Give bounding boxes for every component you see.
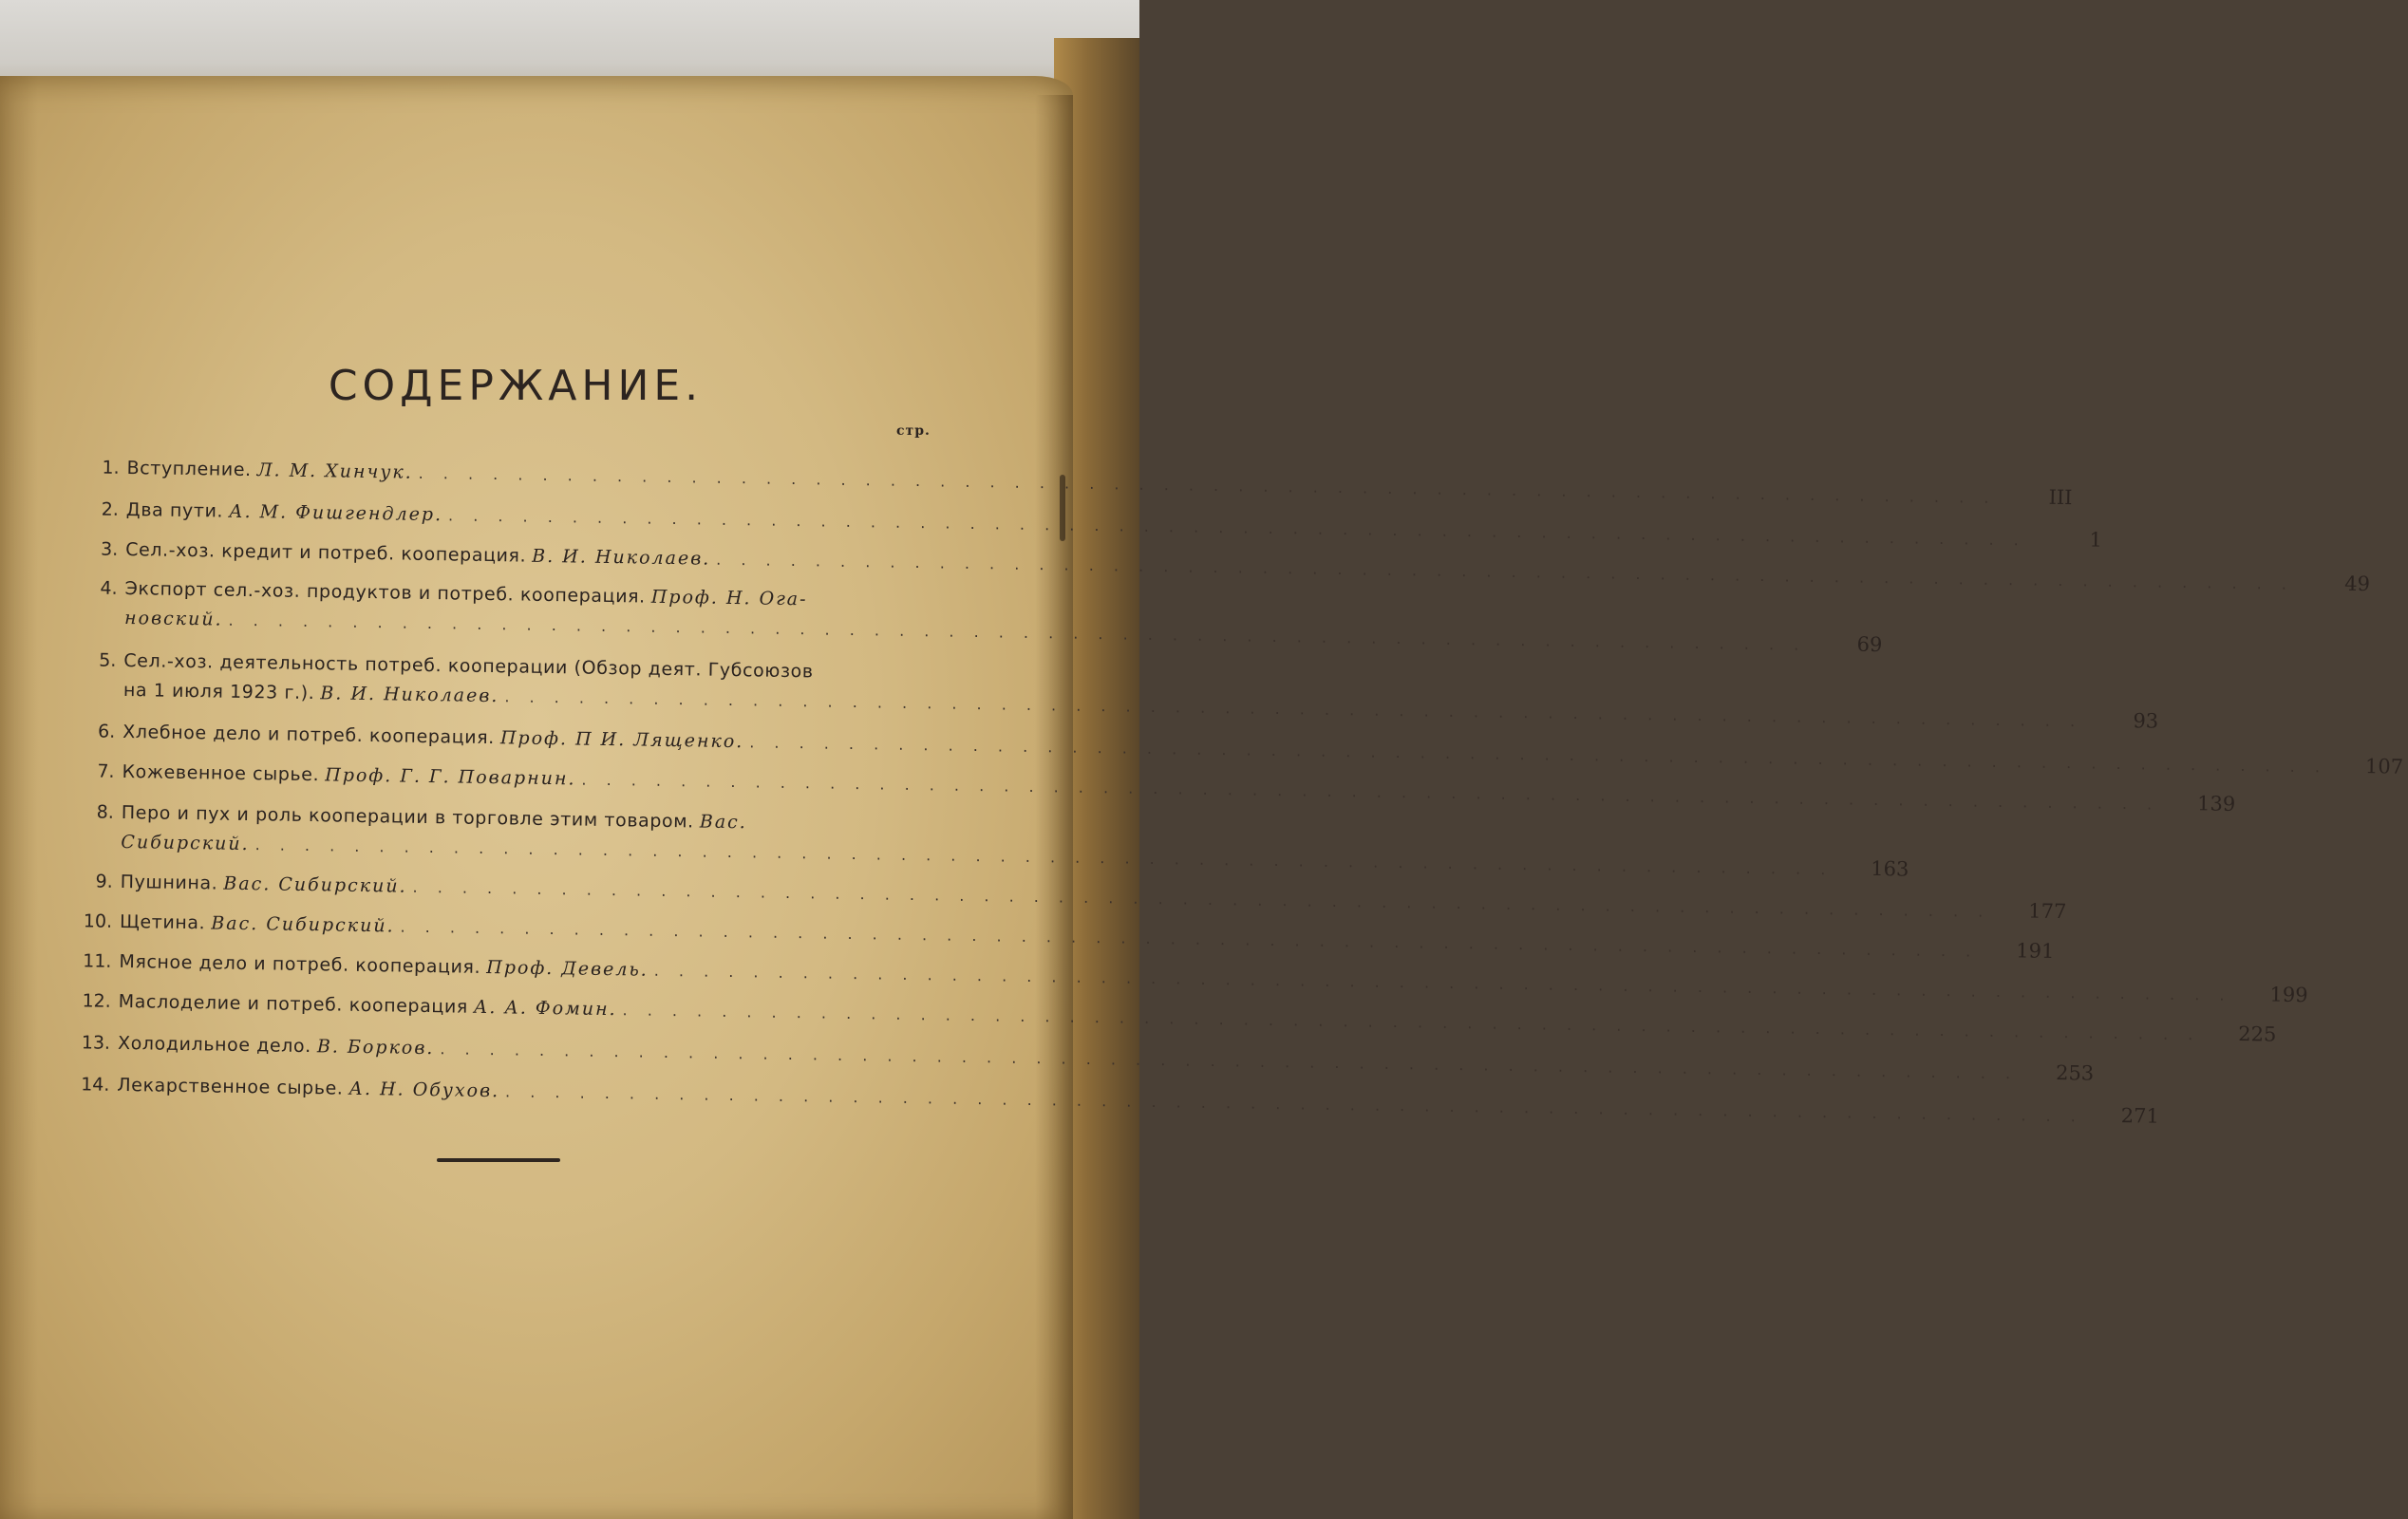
entry-number: 11. — [83, 950, 112, 972]
entry-title: Вступление. — [126, 458, 252, 481]
entry-title: Сел.-хоз. деятельность потреб. кооперации (Обзор деят. Губсоюзов — [123, 649, 814, 683]
entry-number: 13. — [81, 1032, 111, 1054]
toc-list — [56, 442, 2404, 1128]
entry-page-number: 163 — [1871, 856, 1909, 881]
entry-page-number: 253 — [2055, 1060, 2095, 1085]
entry-page-number: 49 — [2344, 572, 2371, 596]
entry-title: Кожевенное сырье. — [122, 760, 320, 786]
entry-author: Проф. Девель. — [486, 957, 649, 981]
entry-author: Вас. Сибирский. — [211, 912, 395, 937]
entry-title: Холодильное дело. — [117, 1032, 312, 1058]
entry-page-number: 139 — [2196, 792, 2236, 816]
end-divider — [437, 1158, 560, 1162]
line-filler — [879, 678, 955, 679]
entry-author: В. Борков. — [316, 1036, 435, 1060]
line-filler — [877, 830, 953, 831]
entry-page-number: 199 — [2269, 983, 2308, 1007]
entry-title: Перо и пух и роль кооперации в торговле этим товаром. — [121, 801, 694, 833]
entry-author: Л. М. Хинчук. — [256, 459, 413, 483]
entry-number — [63, 695, 123, 696]
entry-number — [64, 623, 124, 624]
toc-heading: СОДЕРЖАНИЕ. — [328, 362, 704, 411]
entry-text — [120, 868, 406, 901]
entry-author: В. И. Николаев. — [320, 683, 499, 707]
entry-title: Щетина. — [119, 910, 206, 934]
entry-text — [119, 987, 617, 1023]
entry-page-number: 107 — [2364, 755, 2404, 778]
entry-text — [123, 676, 499, 710]
entry-title: Сел.-хоз. кредит и потреб. кооперация. — [125, 538, 527, 567]
entry-page-number: III — [2048, 485, 2073, 510]
entry-author: Вас. Сибирский. — [223, 872, 407, 897]
entry-title: Два пути. — [125, 498, 224, 522]
entry-number: 7. — [97, 760, 115, 782]
page-crease — [1035, 95, 1073, 1519]
entry-title: Маслоделие и потреб. кооперация — [118, 990, 469, 1018]
entry-page-number: 191 — [2016, 939, 2055, 963]
entry-author: новский. — [123, 607, 223, 630]
entry-title: Экспорт сел.-хоз. продуктов и потреб. кооперация. — [124, 577, 646, 608]
entry-number: 6. — [97, 721, 116, 742]
entry-text — [124, 604, 223, 634]
entry-author: Сибирский. — [121, 831, 250, 855]
entry-number: 10. — [83, 910, 113, 932]
entry-page-number: 69 — [1856, 632, 1883, 657]
entry-author: В. И. Николаев. — [532, 545, 711, 570]
entry-number: 4. — [100, 577, 118, 599]
entry-text — [118, 1029, 435, 1062]
entry-text — [126, 496, 443, 529]
entry-text — [119, 947, 649, 985]
entry-number: 2. — [101, 498, 120, 520]
toc-entry — [63, 646, 2159, 733]
entry-number: 12. — [82, 990, 111, 1012]
toc-entry-line — [61, 756, 2236, 816]
entry-text — [122, 718, 744, 756]
entry-number: 1. — [102, 457, 120, 478]
entry-title: Мясное дело и потреб. кооперация. — [119, 950, 481, 978]
entry-page-number: 93 — [2133, 709, 2159, 733]
entry-page-number: 177 — [2028, 899, 2067, 924]
entry-title: Пушнина. — [120, 871, 218, 894]
entry-text — [120, 908, 395, 941]
entry-number: 3. — [100, 538, 119, 560]
line-filler — [880, 606, 956, 607]
entry-author: Проф. Н. Ога- — [650, 586, 808, 610]
entry-number: 9. — [95, 871, 113, 892]
entry-author: А. Н. Обухов. — [348, 1078, 500, 1102]
entry-author: Проф. П И. Лященко. — [499, 727, 744, 753]
entry-title: Хлебное дело и потреб. кооперация. — [122, 721, 496, 749]
entry-text — [125, 535, 711, 573]
entry-number: 8. — [96, 801, 115, 823]
entry-title: Лекарственное сырье. — [117, 1074, 344, 1099]
entry-author: А. М. Фишгендлер. — [229, 500, 443, 526]
toc-entry — [60, 797, 1909, 881]
toc-entry — [64, 573, 1883, 657]
toc-entry — [61, 756, 2236, 816]
entry-text — [117, 1071, 499, 1105]
entry-text — [126, 454, 413, 487]
entry-title: на 1 июля 1923 г.). — [122, 679, 315, 704]
entry-author: Проф. Г. Г. Поварнин. — [325, 764, 576, 790]
entry-page-number: 1 — [2089, 528, 2103, 552]
page-shadow — [0, 76, 38, 1519]
entry-number: 5. — [99, 649, 117, 671]
entry-text — [121, 828, 250, 858]
entry-number: 14. — [80, 1074, 110, 1096]
page-column-label: стр. — [896, 423, 931, 439]
entry-page-number: 271 — [2120, 1104, 2160, 1128]
entry-text — [122, 758, 575, 794]
entry-author: А. А. Фомин. — [473, 996, 617, 1021]
entry-page-number: 225 — [2238, 1022, 2277, 1046]
entry-author: Вас. — [699, 811, 747, 834]
entry-number — [60, 847, 121, 848]
